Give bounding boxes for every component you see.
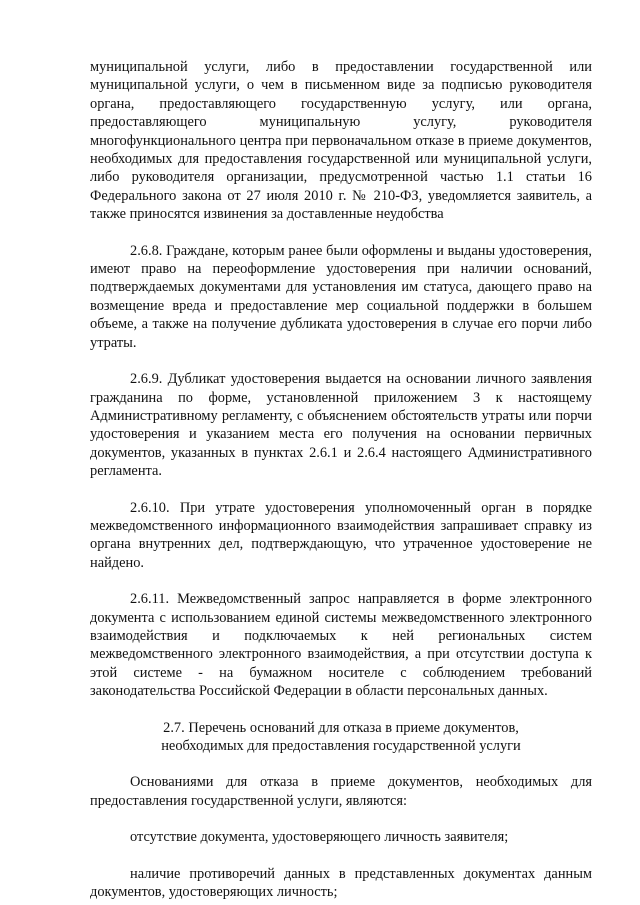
grounds-item-1: отсутствие документа, удостоверяющего личность заявителя; — [130, 829, 509, 846]
paragraph-continuation: муниципальной услуги, либо в предоставлении государственной или муниципальной услуги, о чем в письменном виде за подписью руководителя органа, предоставляющего государственную услугу, или органа, предоставляющего муниципальную услугу, руководителя многофункционального центра при первоначальном отказе в приеме документов, необходимых для предоставления государственной или муниципальной услуги, либо руководителя организации, предусмотренной частью 1.1 статьи 16 Федерального закона от 27 июля 2010 г. № 210-ФЗ, уведомляется заявитель, а также приносятся извинения за доставленные неудобства — [90, 59, 592, 223]
section-heading-line-2: необходимых для предоставления государственной услуги — [161, 738, 521, 754]
section-heading-2-7 — [90, 719, 592, 756]
paragraph-2-6-10: 2.6.10. При утрате удостоверения уполномоченный орган в порядке межведомственного информационного взаимодействия запрашивает справку из органа внутренних дел, подтверждающую, что утраченное удостоверение не найдено. — [90, 499, 592, 571]
document-page — [90, 58, 592, 901]
paragraph-2-6-11: 2.6.11. Межведомственный запрос направляется в форме электронного документа с использованием единой системы межведомственного электронного взаимодействия и подключаемых к ней региональных систем межведомственного электронного взаимодействия, а при отсутствии доступа к этой системе - на бумажном носителе с соблюдением требований законодательства Российской Федерации в области персональных данных. — [90, 591, 592, 700]
section-heading-line-1: 2.7. Перечень оснований для отказа в приеме документов, — [163, 719, 519, 736]
paragraph-2-6-9: 2.6.9. Дубликат удостоверения выдается на основании личного заявления гражданина по форме, установленной приложением 3 к настоящему Административному регламенту, с объяснением обстоятельств утраты или порчи удостоверения и указанием места его получения на основании первичных документов, указанных в пунктах 2.6.1 и 2.6.4 настоящего Административного регламента. — [90, 371, 592, 480]
grounds-item-2: наличие противоречий данных в представленных документах данным документов, удостоверяющих личность; — [90, 865, 592, 901]
paragraph-2-6-8: 2.6.8. Граждане, которым ранее были оформлены и выданы удостоверения, имеют право на переоформление удостоверения при наличии оснований, подтверждаемых документами для установления им статуса, дающего право на возмещение вреда и предоставление мер социальной поддержки в большем объеме, а также на получение дубликата удостоверения в случае его порчи либо утраты. — [90, 242, 592, 351]
grounds-intro: Основаниями для отказа в приеме документов, необходимых для предоставления государственной услуги, являются: — [90, 774, 592, 809]
